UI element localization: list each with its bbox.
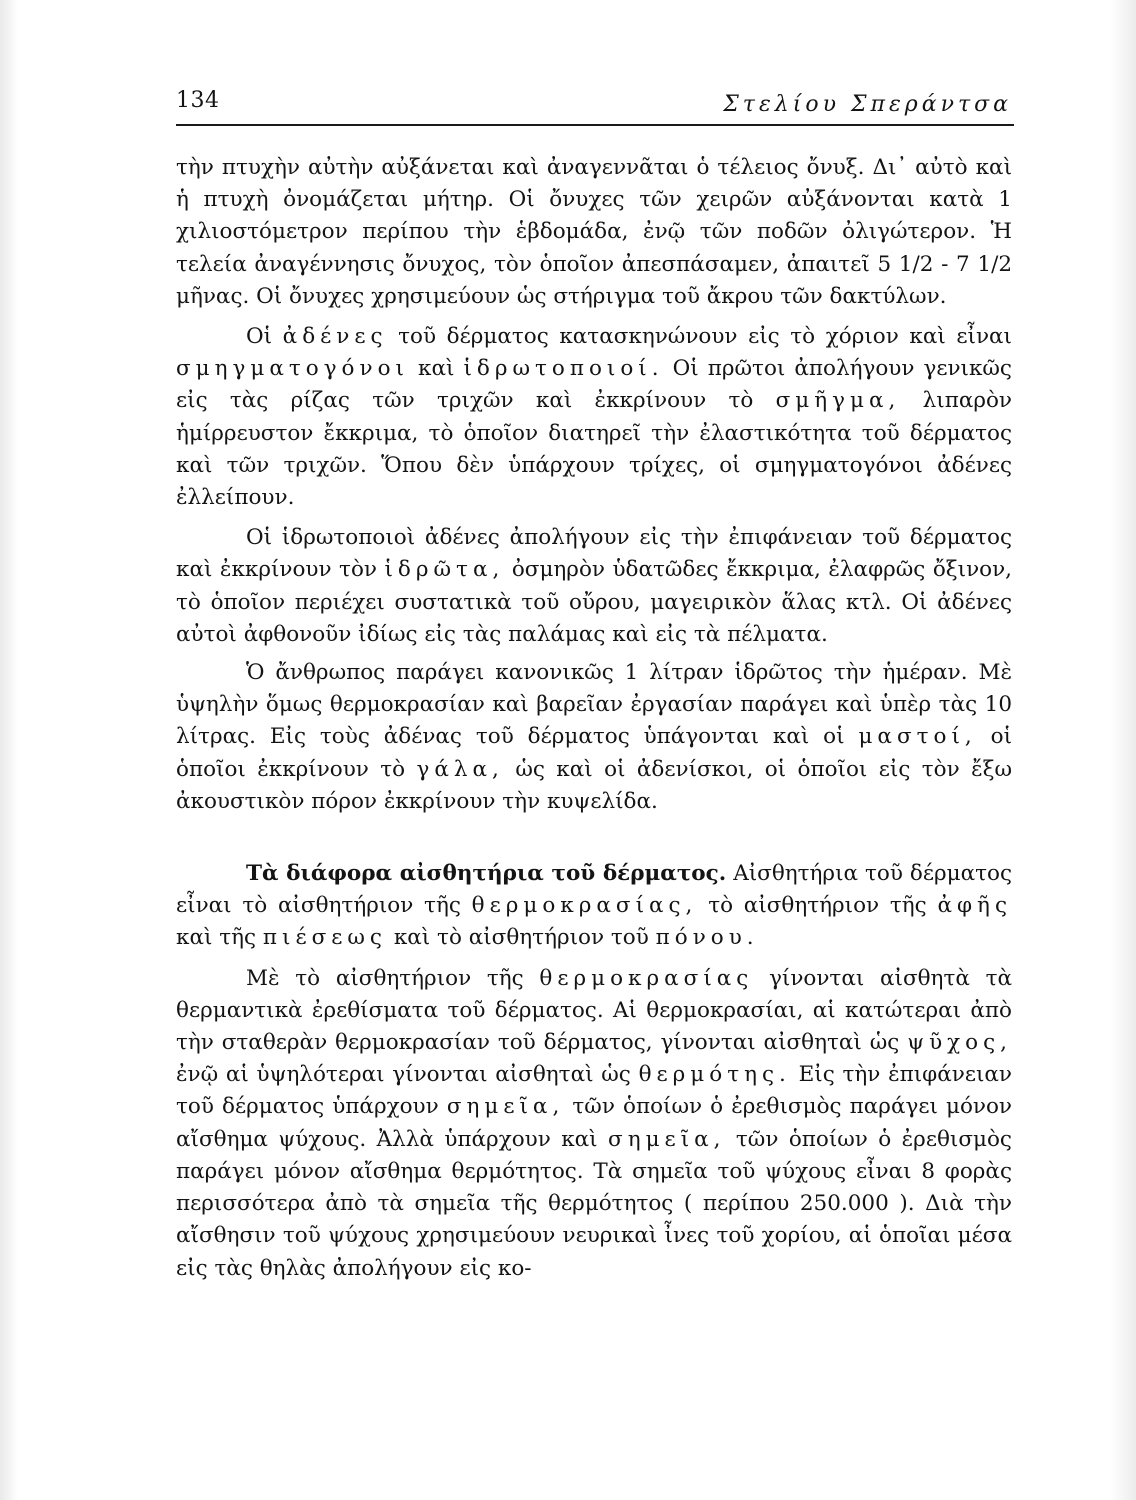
spaced-term: πιέσεως bbox=[262, 925, 387, 951]
paragraph-sweat-volume: Ὁ ἄνθρωπος παράγει κανονικῶς 1 λίτραν ἱδρῶτος τὴν ἡμέραν. Μὲ ὑψηλὴν ὅμως θερμοκρασίαν καὶ βαρεῖαν ἐργασίαν παράγει καὶ ὑπὲρ τὰς 10 λίτρας. Εἰς τοὺς ἀδένας τοῦ δέρματος ὑπάγονται καὶ οἱ μαστοί, οἱ ὁποῖοι ἐκκρίνουν τὸ γάλα, ὡς καὶ οἱ ἀδενίσκοι, οἱ ὁποῖοι εἰς τὸν ἔξω ἀκουστικὸν πόρον ἐκκρίνουν τὴν κυψελίδα. bbox=[176, 660, 1012, 814]
spaced-term: ψῦχος, bbox=[907, 1030, 1012, 1056]
spaced-term: σημεῖα, bbox=[608, 1126, 726, 1152]
spaced-term: θερμοκρασίας, bbox=[471, 893, 698, 919]
spaced-term: σημεῖα, bbox=[446, 1094, 565, 1120]
page-number: 134 bbox=[176, 88, 220, 113]
spaced-term: γάλα, bbox=[416, 756, 504, 782]
paragraph-temperature: Μὲ τὸ αἰσθητήριον τῆς θερμοκρασίας γίνονται αἰσθητὰ τὰ θερμαντικὰ ἐρεθίσματα τοῦ δέρματος. Αἱ θερμοκρασίαι, αἱ κατώτεραι ἀπὸ τὴν σταθερὰν θερμοκρασίαν τοῦ δέρματος, γίνονται αἰσθηταὶ ὡς ψῦχος, ἐνῷ αἱ ὑψηλότεραι γίνονται αἰσθηταὶ ὡς θερμότης. Εἰς τὴν ἐπιφάνειαν τοῦ δέρματος ὑπάρχουν σημεῖα, τῶν ὁποίων ὁ ἐρεθισμὸς παράγει μόνον αἴσθημα ψύχους. Ἀλλὰ ὑπάρχουν καὶ σημεῖα, τῶν ὁποίων ὁ ἐρεθισμὸς παράγει μόνον αἴσθημα θερμότητος. Τὰ σημεῖα τοῦ ψύχους εἶναι 8 φορὰς περισσότερα ἀπὸ τὰ σημεῖα τῆς θερμότητος ( περίπου 250.000 ). Διὰ τὴν αἴσθησιν τοῦ ψύχους χρησιμεύουν νευρικαὶ ἶνες τοῦ χορίου, αἱ ὁποῖαι μέσα εἰς τὰς θηλὰς ἀπολήγουν εἰς κο- bbox=[176, 965, 1012, 1281]
header-rule bbox=[176, 124, 1014, 126]
paragraph-glands: Οἱ ἀδένες τοῦ δέρματος κατασκηνώνουν εἰς τὸ χόριον καὶ εἶναι σμηγματογόνοι καὶ ἱδρωτοποιοί. Οἱ πρῶτοι ἀπολήγουν γενικῶς εἰς τὰς ρίζας τῶν τριχῶν καὶ ἐκκρίνουν τὸ σμῆγμα, λιπαρὸν ἡμίρρευστον ἔκκριμα, τὸ ὁποῖον διατηρεῖ τὴν ἐλαστικότητα τοῦ δέρματος καὶ τῶν τριχῶν. Ὅπου δὲν ὑπάρχουν τρίχες, οἱ σμηγματογόνοι ἀδένες ἐλλείπουν. bbox=[176, 324, 1012, 511]
spaced-term: ἀφῆς bbox=[937, 893, 1012, 919]
paragraph-nails bbox=[176, 152, 1012, 313]
spaced-term: θερμοκρασίας bbox=[539, 965, 754, 991]
spaced-term: ἱδρῶτα, bbox=[384, 557, 505, 583]
spaced-term: σμῆγμα, bbox=[775, 388, 901, 414]
spaced-term: ἀδένες bbox=[282, 324, 388, 350]
body-text bbox=[176, 152, 1012, 1285]
paragraph-senses: Τὰ διάφορα αἰσθητήρια τοῦ δέρματος. Αἰσθητήρια τοῦ δέρματος εἶναι τὸ αἰσθητήριον τῆς θερμοκρασίας, τὸ αἰσθητήριον τῆς ἀφῆς καὶ τῆς πιέσεως καὶ τὸ αἰσθητήριον τοῦ πόνου. bbox=[176, 861, 1012, 951]
paragraph-sweat-glands: Οἱ ἱδρωτοποιοὶ ἀδένες ἀπολήγουν εἰς τὴν ἐπιφάνειαν τοῦ δέρματος καὶ ἐκκρίνουν τὸν ἱδρῶτα, ὀσμηρὸν ὑδατῶδες ἔκκριμα, ἐλαφρῶς ὄξινον, τὸ ὁποῖον περιέχει συστατικὰ τοῦ οὔρου, μαγειρικὸν ἅλας κτλ. Οἱ ἀδένες αὐτοὶ ἀφθονοῦν ἰδίως εἰς τὰς παλάμας καὶ εἰς τὰ πέλματα. bbox=[176, 525, 1012, 647]
spaced-term: μαστοί, bbox=[858, 724, 977, 750]
running-head: Στελίου Σπεράντσα bbox=[723, 92, 1012, 117]
spaced-term: πόνου. bbox=[655, 925, 759, 951]
paragraph-text: τὴν πτυχὴν αὐτὴν αὐξάνεται καὶ ἀναγεννᾶται ὁ τέλειος ὄνυξ. Δι᾽ αὐτὸ καὶ ἡ πτυχὴ ὀνομάζεται μήτηρ. Οἱ ὄνυχες τῶν χειρῶν αὐξάνονται κατὰ 1 χιλιοστόμετρον περίπου τὴν ἑβδομάδα, ἐνῷ τῶν ποδῶν ὀλιγώτερον. Ἡ τελεία ἀναγέννησις ὄνυχος, τὸν ὁποῖον ἀπεσπάσαμεν, ἀπαιτεῖ 5 1/2 - 7 1/2 μῆνας. Οἱ ὄνυχες χρησιμεύουν ὡς στήριγμα τοῦ ἄκρου τῶν δακτύλων. bbox=[176, 155, 1012, 309]
spaced-term: σμηγματογόνοι bbox=[176, 356, 409, 382]
spaced-term: ἱδρωτοποιοί. bbox=[463, 356, 664, 382]
spaced-term: θερμότης. bbox=[638, 1062, 791, 1088]
page-header bbox=[176, 88, 1012, 122]
section-heading: Τὰ διάφορα αἰσθητήρια τοῦ δέρματος. bbox=[246, 861, 727, 887]
